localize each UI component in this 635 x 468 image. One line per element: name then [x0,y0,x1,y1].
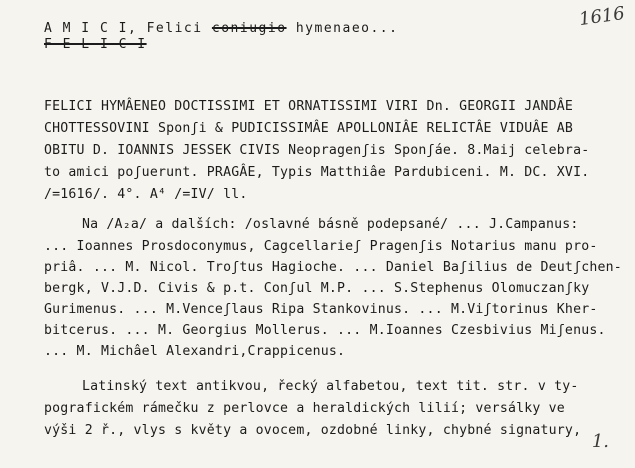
card-heading [44,22,398,35]
body-line: Na /A₂a/ a dalších: /oslavné básně podepsané/ ... J.Campanus: [82,217,579,232]
heading-text-b: hymenaeo... [286,21,399,36]
body-line: Gurimenus. ... M.Venceʃlaus Ripa Stankovinus. ... M.Viʃtorinus Kher- [44,302,598,317]
body-line: priâ. ... M. Nicol. Troʃtus Hagioche. ... Daniel Baʃilius de Deutʃchen- [44,260,622,275]
title-line: CHOTTESSOVINI Sponʃi & PUDICISSIMÂE APOLLONIÂE RELICTÂE VIDUÂE AB [44,121,574,136]
heading-struck-word: coniugio [211,21,287,36]
body-line: ... M. Michâel Alexandri,Crappicenus. [44,344,346,359]
heading-text-a: Felici [137,21,212,36]
crossed-heading: F E L I C I [44,37,147,52]
body-line: ... Ioannes Prosdoconymus, Cagcellarieʃ Pragenʃis Notarius manu pro- [44,239,598,254]
body-line: bergk, V.J.D. Civis & p.t. Conʃul M.P. ... S.Stephenus Olomuczanʃky [44,281,590,296]
title-line: to amici poʃuerunt. PRAGÂE, Typis Matthiâe Pardubiceni. M. DC. XVI. [44,165,590,180]
heading-keyword: A M I C I, [44,21,138,36]
margin-mark: 1. [591,431,609,452]
description-line: výši 2 ř., vlys s květy a ovocem, ozdobné linky, chybné signatury, [44,423,582,438]
description-line: Latinský text antikvou, řecký alfabetou, text tit. str. v ty- [82,379,579,394]
title-line: FELICI HYMÂENEO DOCTISSIMI ET ORNATISSIMI VIRI Dn. GEORGII JANDÂE [44,99,574,114]
title-line: /=1616/. 4°. A⁴ /=IV/ ll. [44,187,248,202]
title-line: OBITU D. IOANNIS JESSEK CIVIS Neopragenʃis Sponʃáe. 8.Maij celebra- [44,143,590,158]
reference-number: 1616 [577,2,627,31]
body-line: bitcerus. ... M. Georgius Mollerus. ... M.Ioannes Czesbivius Miʃenus. [44,323,606,338]
description-line: pografickém rámečku z perlovce a heraldických lilií; versálky ve [44,401,565,416]
